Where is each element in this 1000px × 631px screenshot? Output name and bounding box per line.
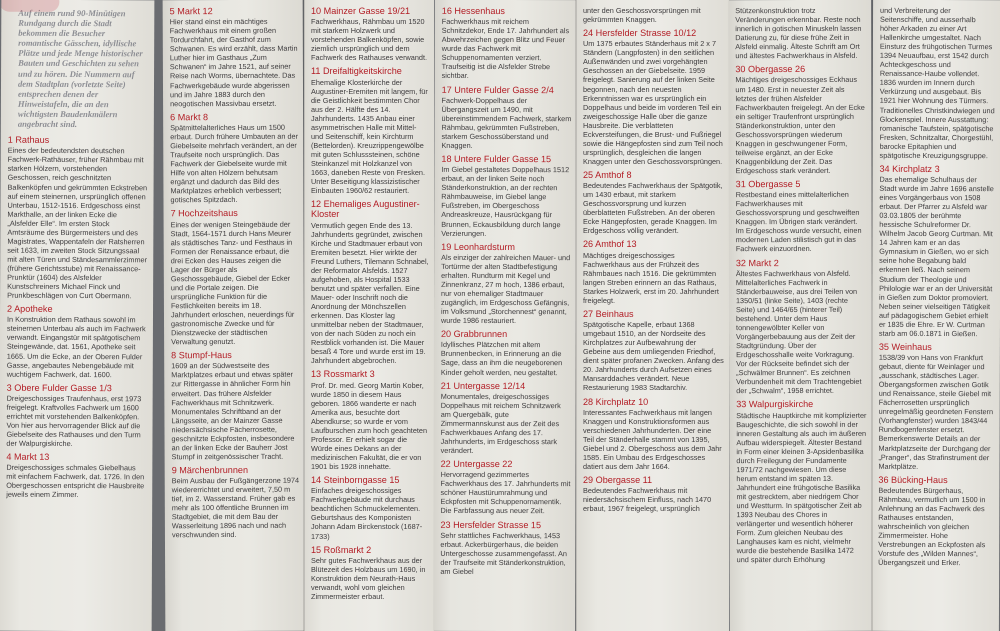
section [735,6,866,61]
fold-line [575,0,577,631]
section-text: Eines der wenigen Steingebäude der Stadt, 1564-1571 durch Hans Meurer als städtisches Tanz- und Festhaus in Formen der Renaissance erbaut, die drei Ecken des Hauses zeigen die Lager der Bürger als Geschossgebäude, Giebel der Ecker und die Portale zeigen. Die ursprüngliche Funktion für die Festlichkeiten bereits im 18. Jahrhundert erloschen, neuerdings für gastronomische Zwecke und für Dienstzwecke der städtischen Verwaltung genutzt. [170,219,295,347]
section [583,28,724,166]
intro-paragraph: Auf einem rund 90-Minütigen Rundgang durch die Stadt bekommen die Besucher romantische Gässchen, idyllische Plätze und jede Menge historischer Bauten und Geschichten zu sehen und zu hören. Die Nummern auf dem Stadtplan (vorletzte Seite) entsprechen denen der Hinweistafeln, die an den wichtigsten Baudenkmälern angebracht sind. [17,7,143,130]
section-text: Dreigeschossiges Traufenhaus, erst 1973 freigelegt. Kraftvolles Fachwerk um 1600 errichtet mit vorstehenden Balkenköpfen. Von hier aus hervorragender Blick auf die Giebelseite des Rathauses und den Turm der Walpurgiskirche. [6,393,142,449]
section [171,350,299,461]
section [735,64,866,175]
section-title: 34 Kirchplatz 3 [879,163,940,174]
section-title: 4 Markt 13 [6,451,50,463]
section-text: Fachwerkhaus mit reichem Schnitzdekor, Ende 17. Jahrhundert als Abwehrzeichen gegen Blitz und Feuer wurde das Fachwerk mit Schuppenornamenten verziert. Traufseitig ist die Alsfelder Strebe sichtbar. [441,17,570,81]
section-title: 13 Rossmarkt 3 [311,369,375,380]
section-title: 28 Kirchplatz 10 [583,396,649,407]
section-text: Im Giebel gestaltetes Doppelhaus 1512 erbaut, an der linken Seite noch Ständerkonstruktion, an der rechten Rähmbauweise, im Giebel lange Fußstreben, im Obergeschoss Andreaskreuze, Hausrückgang für Brunnen, Eckausbildung durch lange Verzierungen. [441,165,570,238]
section [736,257,867,395]
section-title: 8 Stumpf-Haus [171,350,232,361]
section-title: 9 Märchenbrunnen [171,464,249,476]
section-title: 14 Steinborngasse 15 [311,475,400,486]
section [880,6,997,160]
section-text: Dreigeschossiges schmales Giebelhaus mit einfachem Fachwerk, dat. 1726. In den Obergeschossen entspricht die Hausbreite jeweils einem Zimmer. [6,463,145,500]
section-title: 29 Obergasse 11 [583,475,653,486]
section [441,84,571,150]
section [583,397,724,472]
section-text: Bedeutendes Fachwerkhaus mit niedersächsischem Einfluss, nach 1470 erbaut, 1967 freigelegt, ursprünglich [583,486,712,514]
section-title: 15 Roßmarkt 2 [311,544,372,555]
section-text: Interessantes Fachwerkhaus mit langen Knaggen und Konstruktionsformen aus verschiedenen Jahrhunderten. Der eine Teil der Ständerhalle stammt von 1395, Giebel und 2. Obergeschoss aus dem Jahr 1585. Ein Umbau des Erdgeschosses datiert aus dem Jahr 1664. [583,407,722,471]
section-text: Sehr stattliches Fachwerkhaus, 1453 erbaut. Ackerbürgerhaus, die beiden Untergeschosse zusammengefasst. An der Traufseite mit Ständerkonstruktion, am Giebel [440,530,567,576]
section-text: Spätmittelalterliches Haus um 1500 erbaut. Durch frühere Umbauten an der Giebelseite mehrfach verändert, an der Traufseite noch ursprünglich. Das Fachwerk der Giebelseite wurde mit Hilfe von alten Hölzern behutsam ergänzt und dadurch das Bild des Marktplatzes erheblich verbessert; gotisches Spitzdach. [170,122,299,205]
section-title: 20 Grabbrunnen [440,329,508,340]
section-text: Bedeutendes Fachwerkhaus der Spätgotik, um 1430 erbaut, mit starkem Geschossvorsprung und kurzen überblatteten Fußstreben. An der oberen Ecke Hängepfosten, gerade Knaggen. Im Erdgeschoss völlig verändert. [583,181,723,236]
section [440,519,570,576]
section-text: Als einziger der zahlreichen Mauer- und Tortürme der alten Stadtbefestigung erhalten. Rundturm mit Kegel und Zinnenkranz, 27 m hoch, 1386 erbaut, nur von ehemaliger Stadtmauer zugänglich, im Erdgeschoss Gefängnis, im Volksmund „Storchennest“ genannt, wurde 1986 restauriert. [440,252,571,326]
section-text: Mächtiges dreigeschossiges Eckhaus um 1480. Erst in neuester Zeit als letztes der frühen Alsfelder Fachwerkbauten freigelegt. An der Ecke ein seltiger Traufenfront ursprünglich Ständerkonstruktion, unter den Geschossvorsprüngen wiederum Knaggen in geschwungener Form, teilweise ergänzt, an der Ecke Knaggenbildung der Zeit. Das Erdgeschoss stark verändert. [735,75,865,176]
section [879,164,996,338]
section [6,382,147,448]
section-title: 23 Hersfelder Strasse 15 [440,519,542,530]
section-title: 10 Mainzer Gasse 19/21 [311,6,411,16]
section-text: Das ehemalige Schulhaus der Stadt wurde im Jahre 1696 anstelle eines Vorgängerbaus von 1508 erbaut. Der Pfarrer zu Alsfeld war 03.03.1805 der berühmte hessische Schulreformer Dr. Wilhelm Jacob Georg Curtman. Mit 14 Jahren kam er an das Gymnasium in Gießen, wo er sich seine hohe Begabung bald erkennen ließ. Nach seinem Studium der Theologie und Philologie war er an der Universität in Gießen zum Doktor promoviert. Neben seiner vielseitigen Tätigkeit auf pädagogischem Gebiet erhielt er 1835 die Ehre. Er W. Curtman starb am 06.0.1871 in Gießen. [878,174,994,338]
section-title: 1 Rathaus [7,134,50,146]
section-text: Einfaches dreigeschossiges Fachwerkgebäude mit durchaus beachtlichen Schmuckelementen. Geburtshaus des Komponisten Johann Adam Birckenstock (1687-1733) [311,486,423,541]
section-text: Prof. Dr. med. Georg Martin Kober, wurde 1850 in diesem Haus geboren. 1866 wanderte er nach Amerika aus, besuchte dort Abendkurse; so wurde er vom Laufburschen zum hoch geachteten Professor. Er erhielt sogar die Würde eines Dekans an der medizinischen Fakultät, die er von 1901 bis 1928 innehatte. [311,380,428,472]
section-text: Sehr gutes Fachwerkhaus aus der Blütezeit des Holzbaus um 1690, in Konstruktion dem Neurath-Haus verwandt, wohl vom gleichen Zimmermeister erbaut. [311,555,426,601]
section-title: 17 Untere Fulder Gasse 2/4 [441,84,554,95]
section-title: 6 Markt 8 [170,111,209,122]
column-7 [871,0,1000,631]
section-text: Mächtiges dreigeschossiges Fachwerkhaus aus der Frühzeit des Rähmbaues nach 1516. Die gekrümmten langen Streben erinnern an das Rathaus, Starkes Holzwerk, erst im 20. Jahrhundert freigelegt. [583,250,719,305]
section [170,111,298,204]
section-text: Fachwerk-Doppelhaus der Übergangszeit um 1490, mit übereinstimmendem Fachwerk, starkem Rähmbau, gekrümmten Fußstreben, starkem Geschossüberstand und Knaggen. [441,95,572,150]
section [441,380,571,455]
section [311,369,429,471]
section-text: Bedeutendes Bürgerhaus, Rähmbau, vermutlich um 1500 in Anlehnung an das Fachwerk des Rathauses entstanden, wahrscheinlich von gleichen Zimmermeister. Hohe Verstrebungen an Eckpfosten als Vorstufe des „Wilden Mannes“, Übergangszeit und Erker. [878,485,986,568]
section-title: 12 Ehemaliges Augustiner-Kloster [311,199,420,220]
section-title: 31 Obergasse 5 [735,178,801,190]
section [311,545,429,601]
section-title: 33 Walpurgiskirche [736,399,814,410]
section [311,6,429,62]
column-1 [0,0,154,631]
section [736,179,867,254]
section [583,475,724,513]
section-text: Eines der bedeutendsten deutschen Fachwerk-Rathäuser, früher Rähmbau mit starken Hölzern, vorstehenden Geschossen, reich geschnitzten Balkenköpfen und gekrümmten Eckstreben auf einem steinernen, ursprünglich offenen Unterbau, 1512-1516. Erdgeschoss einst Markthalle, an der linken Ecke die „Alsfelder Elle“. Im ersten Stock Amtsräume des Bürgermeisters und des Magistrates, Wappentafeln der Ratsherren seit 1633, im zweiten Stock Sitzungssaal mit alten Türen und Ständesammlerzimmer (frühere Gerichtsstube) mit Renaissance-Prunktür (1604) des Alsfelder Kunstschreiners Michael Finck und Prunkbeschlägen von Curt Obermann. [7,146,148,301]
section [441,154,571,238]
column-4 [433,0,577,631]
section-text: Ältestes Fachwerkhaus von Alsfeld. Mittelalterliches Fachwerk in Ständerbauweise, aus drei Teilen von 1350/51 (linke Seite), 1403 (rechte Seite) und 1464/65 (hinterer Teil) bestehend. Unter dem Haus tonnengewölbter Keller von Vorgängerbebauung aus der Zeit der Stadtgründung. Über der Erdgeschosshalle weite Vorkragung. Vor der Rückseite befindet sich der „Schwälmer Brunnen“. Es zeichnen Verbundenheit mit dem Trachtengebiet der „Schwalm“, 1958 errichtet. [735,268,862,396]
section [311,475,429,540]
section [311,199,429,365]
section-title: 36 Bücking-Haus [878,474,948,485]
section-text: Städtische Hauptkirche mit komplizierter Baugeschichte, die sich sowohl in der inneren Gestaltung als auch im äußeren Aufbau widerspiegelt. Ältester Bestand in Form einer kleinen 3-Apsidenbasilika durch Freilegung der Fundamente 1971/72 nachgewiesen. Um diese herum entstand im späten 13. Jahrhundert eine frühgotische Basilika mit gestrecktem, aber niedrigem Chor und Westturm. In spätgotischer Zeit ab 1393 Neubau des Chores in verlängerter und wesentlich höherer Form. Zum gleichen Neubau des Langhauses kam es nicht, vielmehr wurde die bestehende Basilika 1472 und später durch Erhöhung [736,410,867,565]
section-title: 21 Untergasse 12/14 [440,380,526,391]
fold-line [303,0,305,631]
section [6,452,147,500]
section [441,241,571,325]
section-title: 22 Untergasse 22 [440,458,513,470]
section-title: 24 Hersfelder Strasse 10/12 [583,28,697,39]
section [311,66,429,195]
section-title: 26 Amthof 13 [583,239,637,250]
section [583,239,724,304]
section-text: Hervorragend gezimmertes Fachwerkhaus des 17. Jahrhunderts mit schöner Haustürumrahmung und Eckpfosten mit Schuppenornamentik. Die Farbfassung aus neuer Zeit. [440,470,571,516]
section-text: In Konstruktion dem Rathaus sowohl im steinernen Unterbau als auch im Fachwerk verwandt. Eingangstür mit spätgotischem Steingewände, dat. 1561, Apotheke seit 1665. Um die Ecke, an der Oberen Fulder Gasse, angebautes Nebengebäude mit wuchtigem Fachwerk, dat. 1600. [6,315,146,379]
section-text: Vermutlich gegen Ende des 13. Jahrhunderts gegründet, zwischen Kirche und Stadtmauer erbaut von Eremiten besetzt. Hier wirkte der Freund Luthers, Tilemann Schnabel, der Reformator Alsfelds. 1527 aufgehoben, als Hospital 1533 benutzt und später verfallen. Eine Mauer- oder Inschrift noch die Anordnung der Mönchszellen erkennen. Das Kloster lag unmittelbar neben der Stadtmauer, von der nach Süden zu noch ein Restblick vorhanden ist. Die Mauer besaß 4 Tore und wurde erst im 19. Jahrhundert abgebrochen. [311,220,429,366]
column-5 [576,0,729,631]
section-text: Beim Ausbau der Fußgängerzone 1974 wiedererrichtet und erweitert, 7,50 m tief, im 2. Wasserstand. Früher gab es mehr als 100 öffentliche Brunnen im Stadtgebiet, die mit dem Bau der Wasserleitung 1896 nach und nach verschwunden sind. [171,475,300,540]
section-title: 35 Weinhaus [878,341,932,352]
column-2 [163,0,306,631]
section-text: Monumentales, dreigeschossiges Doppelhaus mit reichem Schnitzwerk am Quergebälk, gute Zimmermannskunst aus der Zeit des Fachwerkbaues Anfang des 17. Jahrhunderts, im Erdgeschoss stark verändert. [440,391,561,455]
section-text: 1538/39 von Hans von Frankfurt gebaut, diente für Weinlager und „ausschank, städtisches Lager. Obergangsformen zwischen Gotik und Renaissance, steile Giebel mit Fächerrosetten ursprünglich unregelmäßig geordneten Fenstern (Vorhangfenster) wurden 1843/44 Rundbogenfenster ersetzt. Bemerkenswerte Details an der Marktplatzseite der Durchgang der „Pranger“, das Strafinstrument der Marktplätze. [878,352,994,471]
column-6 [728,0,873,631]
section-title: 19 Leonhardsturm [441,241,516,252]
section-text: Restbestand eines mittelalterlichen Fachwerkhauses mit Geschossvorsprung und geschweiften Knaggen. Im Übrigen stark verändert. Im Erdgeschoss wurde versucht, einen modernen Laden stilistisch gut in das Fachwerk einzuordnen. [735,190,862,254]
section [441,329,571,377]
section [442,6,572,81]
section-title: 27 Beinhaus [583,308,634,319]
section-text: Hier stand einst ein mächtiges Fachwerkhaus mit einem großen Tordurchfahrt, der Gasthof zum Schwanen. Es wird erzählt, dass Martin Luther hier im Gasthaus „Zum Schwanen“ im Jahre 1521, auf seiner Reise nach Worms, übernachtete. Das Fachwerkgebäude wurde abgerissen und im Jahre 1883 durch den neogotischen Massivbau ersetzt. [169,17,298,108]
section-text: Fachwerkhaus, Rähmbau um 1520 mit starkem Holzwerk und vorstehenden Balkenköpfen, sowie ziemlich ursprünglich und dem Fachwerk des Rathauses verwandt. [311,17,427,63]
section-text: Um 1375 erbautes Ständerhaus mit 2 x 7 Ständern (Langpfosten) in den seitlichen Außenwänden und zwei vorgehängten Geschossen an der Giebelseite. 1959 freigelegt. Sanierung auf der linken Seite begonnen, nach den neuesten Erkenntnissen war es ursprünglich ein Doppelhaus und beide im vorderen Teil ein zweigeschossige Halle über die ganze Hausbreite. Die verblatteten Eckversteifungen, die Brust- und Fußriegel sowie die Hängepfosten sind zum Teil noch ursprünglich, desgleichen die langen Knaggen unter den Geschossvorsprüngen. [583,39,723,166]
fold-line [871,0,873,631]
section [583,309,724,393]
section-title: 25 Amthof 8 [583,169,632,180]
section-text: Ehemalige Klosterkirche der Augustiner-Eremiten mit langem, für die Geistlichkeit bestimmten Chor aus der 2. Hälfte des 14. Jahrhunderts. 1435 Anbau einer asymmetrischen Halle mit Mittel- und Seitenschiff, kein Kirchturm (Bettelorden). Kreuzrippengewölbe mit guten Schlusssteinen, schöne Steinkanzel mit Holzkanzel von 1663, daneben Reste von Fresken. Unter Beseitigung klassizistischer Einbauten 1960/62 restauriert. [311,77,428,196]
section-text: Idyllisches Plätzchen mit altem Brunnenbecken, in Erinnerung an die Sage, dass an ihm die neugeborenen Kinder geholt werden, neu gestaltet. [440,340,563,377]
section-text: Spätgotische Kapelle, erbaut 1368 umgebaut 1510, an der Nordseite des Kirchplatzes zur Aufbewahrung der Gebeine aus dem umliegenden Friedhof, dient später profanen Zwecken. Anfang des 20. Jahrhunderts durch Aufsetzen eines Mansarddaches verändert. Neue Restaurierung 1983 Stadtarchiv. [583,320,724,393]
section-text: 1609 an der Südwestseite des Marktplatzes erbaut und etwas später zur Rittergasse in ähnlicher Form hin erweitert. Das frühere Alsfelder Fachwerkhaus mit Schnitzwerk. Monumentales Schriftband an der Längsseite, an der Mainzer Gasse niedersächsische Fächerrosette, geschnitzte Eckpfosten, insbesondere an der linken Ecke der Bauherr Jost Stumpf in zeitgenössischer Tracht. [171,361,295,462]
section-text: und Verbreiterung der Seitenschiffe, und ausserhalb höher Arkaden zu einer Art Hallenkirche umgestaltet. Nach Einsturz des frühgotischen Turmes 1394 Neuaufbau, erst 1542 durch Achteckgeschoss und Renaissance-Haube vollendet. 1836 wurden im Innern durch Verkürzung und ausgebaut. Bis 1921 hier Wohnung des Türmers. Traditionelles Christkindwiegen und Glockenspiel. Innere Ausstattung: romanische Taufstein, spätgotische Fresken, Schnitzaltar, Chorgestühl, barocke Epitaphien und spätgotische Kreuzigungsgruppe. [879,5,995,160]
column-3 [304,0,434,631]
section-title: 18 Untere Fulder Gasse 15 [441,153,552,165]
section-title: 11 Dreifaltigkeitskirche [311,66,402,77]
section [440,459,570,516]
section [583,6,724,24]
section [172,465,300,540]
section-title: 32 Markt 2 [735,257,779,268]
red-stamp-mark [0,0,59,12]
section [736,399,867,564]
section [7,304,148,379]
section [878,474,994,567]
section-text: Stützenkonstruktion trotz Veränderungen erkennbar. Reste noch innerlich in gotischen Minuskeln lassen Datierung zu, für diese frühe Zeit in Alsfeld einmalig. Älteste Schrift am Ort und ältestes Fachwerkhaus in Alsfeld. [735,5,862,61]
section [171,208,300,346]
section-title: 2 Apotheke [7,303,53,315]
section-title: 7 Hochzeitshaus [170,208,238,219]
section [7,135,149,301]
section-title: 3 Obere Fulder Gasse 1/3 [6,382,112,393]
section-title: 30 Obergasse 26 [735,64,806,75]
section-title: 16 Hessenhaus [441,5,506,16]
section [583,170,724,235]
section-title: 5 Markt 12 [169,6,213,17]
section [170,6,298,108]
section [878,342,994,471]
section-text: unter den Geschossvorsprüngen mit gekrümmten Knaggen. [583,6,701,25]
